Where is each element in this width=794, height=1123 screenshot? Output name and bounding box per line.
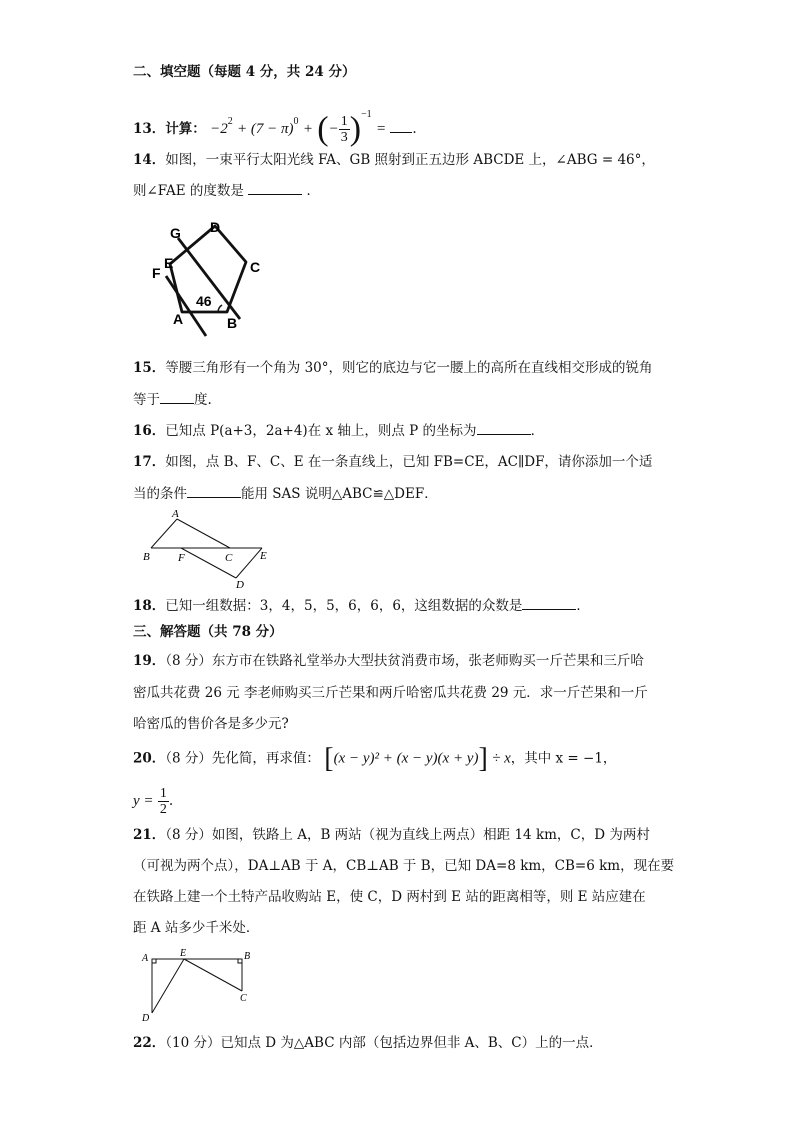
answer-blank-14[interactable] (248, 180, 302, 195)
label-e: E (180, 948, 187, 959)
label-g: G (170, 225, 181, 241)
question-21-line-1: 21．（8 分）如图，铁路上 A，B 两站（视为直线上两点）相距 14 km，C，D 为两村 (133, 827, 650, 843)
answer-blank-17[interactable] (187, 483, 241, 498)
segment-ab (151, 519, 177, 548)
expr-term-2: + (7 − π) (237, 121, 294, 137)
label-f: F (152, 265, 161, 281)
label-b: B (244, 951, 251, 962)
exponent-2: 2 (227, 116, 233, 127)
question-13: 13．计算： $-2^2 + (7 - \pi)^0$ + (− $\frac{1}{3}$ )$^{-1}$ = . (133, 109, 417, 148)
question-16: 16．已知点 P(a+3，2a+4)在 x 轴上，则点 P 的坐标为 ． (133, 420, 544, 441)
question-number: 22． (133, 1035, 166, 1051)
section-title-fill-in: 二、填空题（每题 4 分，共 24 分） (133, 64, 356, 80)
question-19-line-1: 19．（8 分）东方市在铁路礼堂举办大型扶贫消费市场，张老师购买一斤芒果和三斤哈 (133, 653, 644, 669)
question-21-line-3: 在铁路上建一个土特产品收购站 E，使 C，D 两村到 E 站的距离相等，则 E 站应建在 (133, 889, 646, 905)
question-14-line-2: 则∠FAE 的度数是 ． (133, 180, 320, 201)
label-angle-46: 46 (196, 293, 212, 309)
right-paren: ) (349, 110, 362, 148)
answer-blank-15[interactable] (160, 389, 194, 404)
question-number: 19． (133, 653, 166, 669)
fraction-one-third: $\frac{1}{3}$ (340, 114, 348, 145)
question-number: 16． (133, 423, 166, 439)
right-angle-b (238, 959, 242, 963)
label-b: B (143, 551, 150, 563)
question-13-label: 计算： (165, 121, 206, 137)
section-title-solutions: 三、解答题（共 78 分） (133, 624, 283, 640)
segment-ac (177, 519, 230, 548)
question-number: 14． (133, 152, 166, 168)
label-a: A (142, 953, 149, 964)
segment-de (152, 959, 184, 1013)
label-e: E (260, 550, 267, 562)
left-paren: ( (317, 110, 329, 148)
label-a: A (172, 508, 179, 520)
figure-railway (138, 945, 258, 1025)
label-c: C (240, 993, 247, 1004)
equals-sign: = (375, 121, 387, 137)
segment-ed (236, 548, 262, 578)
figure-triangles (140, 508, 275, 588)
question-19-line-3: 哈密瓜的售价各是多少元? (133, 716, 289, 732)
question-number: 17． (133, 454, 166, 470)
expr-term-1: −2 (210, 121, 228, 137)
right-angle-a (152, 959, 156, 963)
answer-blank-18[interactable] (522, 595, 576, 610)
question-17-line-2: 当的条件 能用 SAS 说明△ABC≌△DEF． (133, 483, 438, 504)
question-number: 15． (133, 360, 166, 376)
segment-ec (184, 959, 242, 991)
question-number: 18． (133, 598, 166, 614)
question-21-line-2: （可视为两个点），DA⊥AB 于 A，CB⊥AB 于 B，已知 DA=8 km，CB=6 km，现在要 (133, 858, 675, 874)
expression: (x − y)² + (x − y)(x + y) (333, 750, 479, 767)
left-bracket: [ (324, 743, 334, 774)
label-e: E (164, 255, 174, 271)
answer-blank-13[interactable] (390, 118, 412, 133)
negative-sign: − (328, 121, 339, 137)
exponent-0: 0 (293, 116, 299, 127)
question-20-line-2: y = $\frac{1}{2}$ . (133, 786, 174, 817)
question-15-line-1: 15．等腰三角形有一个角为 30°，则它的底边与它一腰上的高所在直线相交形成的锐角 (133, 360, 653, 376)
question-22: 22．（10 分）已知点 D 为△ABC 内部（包括边界但非 A、B、C）上的一点． (133, 1035, 603, 1051)
figure-pentagon (140, 212, 270, 337)
question-21-line-4: 距 A 站多少千米处． (133, 920, 260, 936)
answer-blank-16[interactable] (477, 420, 531, 435)
label-c: C (250, 259, 261, 275)
plus-sign: + (302, 121, 313, 137)
question-17-line-1: 17．如图，点 B、F、C、E 在一条直线上，已知 FB=CE，AC∥DF，请你添加一个适 (133, 454, 653, 470)
divide-by-x: ÷ x (492, 750, 511, 767)
question-18: 18．已知一组数据：3，4，5，5，6，6，6，这组数据的众数是 ． (133, 595, 590, 616)
y-equals: y = (133, 793, 154, 809)
question-14-line-1: 14．如图，一束平行太阳光线 FA、GB 照射到正五边形 ABCDE 上，∠ABG = 46°， (133, 152, 655, 168)
label-f: F (178, 552, 185, 564)
label-d: D (236, 579, 244, 588)
question-15-line-2: 等于 度. (133, 389, 212, 410)
label-d: D (142, 1013, 150, 1024)
question-number: 21． (133, 827, 166, 843)
condition: ，其中 x = −1， (510, 750, 617, 767)
question-number: 20． (133, 750, 166, 767)
label-a: A (173, 311, 184, 327)
question-number: 13． (133, 121, 166, 137)
label-b: B (227, 315, 238, 331)
question-20-line-1: 20．（8 分）先化简，再求值： [(x − y)² + (x − y)(x + y)] ÷ x，其中 x = −1， (133, 743, 617, 774)
label-d: D (210, 219, 221, 235)
right-bracket: ] (478, 743, 488, 774)
label-c: C (225, 552, 233, 564)
exponent-neg-1: −1 (361, 109, 372, 120)
fraction-one-half: $\frac{1}{2}$ (159, 786, 167, 817)
question-19-line-2: 密瓜共花费 26 元 李老师购买三斤芒果和两斤哈密瓜共花费 29 元．求一斤芒果和一斤 (133, 685, 648, 701)
